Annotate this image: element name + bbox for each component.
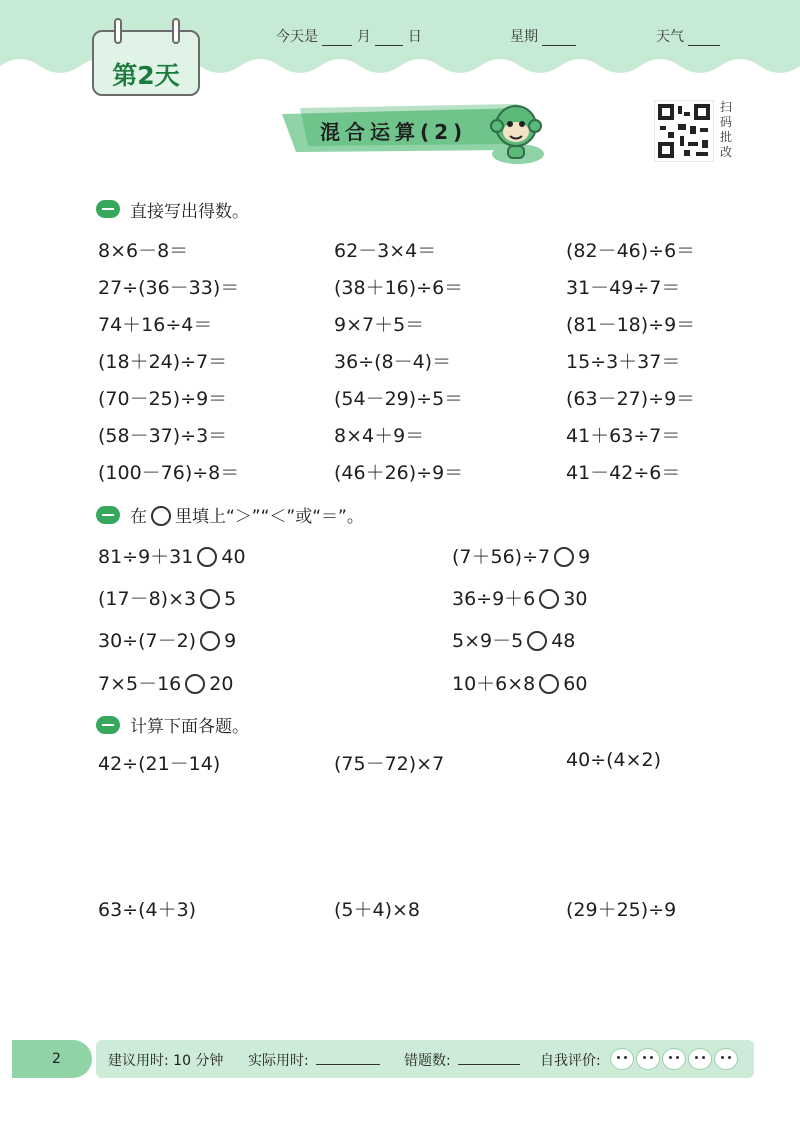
section-2-title — [130, 502, 364, 527]
expression: 41＋63÷7＝ — [566, 425, 681, 447]
compare-item — [452, 626, 575, 653]
compare-right: 40 — [221, 546, 246, 568]
expression: (54－29)÷5＝ — [334, 388, 464, 410]
compare-left: 81÷9＋31 — [98, 546, 194, 568]
compare-left: 7×5－16 — [98, 673, 182, 695]
answer-circle[interactable] — [539, 674, 559, 694]
compare-left: 5×9－5 — [452, 630, 524, 652]
section-number-badge — [96, 200, 120, 218]
expression: 15÷3＋37＝ — [566, 351, 681, 373]
weekday-field — [510, 26, 576, 46]
weather-field — [656, 26, 720, 46]
section-number-badge — [96, 506, 120, 524]
qr-code-icon[interactable] — [654, 100, 714, 162]
compare-right: 9 — [578, 546, 591, 568]
scan-char: 批 — [719, 130, 732, 144]
expression: (18＋24)÷7＝ — [98, 351, 228, 373]
scan-caption — [716, 100, 736, 160]
expression: 36÷(8－4)＝ — [334, 351, 452, 373]
expression: (38＋16)÷6＝ — [334, 277, 464, 299]
compare-item — [452, 584, 587, 611]
compare-item — [452, 669, 587, 696]
calc-problem: (75－72)×7 — [334, 753, 445, 775]
compare-right: 20 — [209, 673, 234, 695]
day-blank[interactable] — [375, 31, 403, 46]
errors-blank[interactable] — [458, 1064, 520, 1065]
expression: 74＋16÷4＝ — [98, 314, 213, 336]
calendar-ring-icon — [114, 18, 122, 44]
compare-left: (7＋56)÷7 — [452, 546, 551, 568]
today-prefix: 今天是 — [276, 29, 318, 45]
weather-blank[interactable] — [688, 31, 720, 46]
errors-label: 错题数: — [404, 1053, 451, 1069]
compare-item — [98, 669, 233, 696]
scan-char: 码 — [719, 115, 732, 129]
expression: 41－42÷6＝ — [566, 462, 681, 484]
expression: (63－27)÷9＝ — [566, 388, 696, 410]
suggested-time: 建议用时: 10 分钟 — [108, 1053, 224, 1069]
compare-item — [98, 542, 246, 569]
answer-circle[interactable] — [554, 547, 574, 567]
smiley-face-icon[interactable] — [610, 1048, 634, 1070]
expression: (46＋26)÷9＝ — [334, 462, 464, 484]
smiley-face-icon[interactable] — [714, 1048, 738, 1070]
answer-circle[interactable] — [185, 674, 205, 694]
blank-circle-icon — [151, 506, 171, 526]
calc-problem: 63÷(4＋3) — [98, 899, 197, 921]
calc-problem: 42÷(21－14) — [98, 753, 221, 775]
compare-right: 30 — [563, 588, 588, 610]
calc-problem: (29＋25)÷9 — [566, 899, 677, 921]
answer-circle[interactable] — [200, 631, 220, 651]
answer-circle[interactable] — [539, 589, 559, 609]
compare-item — [98, 584, 236, 611]
section-3-title: 计算下面各题。 — [130, 717, 249, 737]
page-title: 混合运算(2) — [320, 120, 468, 144]
actual-time-blank[interactable] — [316, 1064, 380, 1065]
scan-char: 改 — [719, 145, 732, 159]
compare-left: 30÷(7－2) — [98, 630, 197, 652]
compare-right: 48 — [551, 630, 576, 652]
month-blank[interactable] — [322, 31, 352, 46]
expression: (81－18)÷9＝ — [566, 314, 696, 336]
compare-left: (17－8)×3 — [98, 588, 197, 610]
expression: 62－3×4＝ — [334, 240, 437, 262]
expression: 8×6－8＝ — [98, 240, 189, 262]
compare-right: 9 — [224, 630, 237, 652]
expression: 9×7＋5＝ — [334, 314, 425, 336]
compare-right: 60 — [563, 673, 588, 695]
compare-left: 10＋6×8 — [452, 673, 536, 695]
weekday-blank[interactable] — [542, 31, 576, 46]
smiley-face-icon[interactable] — [688, 1048, 712, 1070]
weather-label: 天气 — [656, 29, 684, 45]
self-eval-label: 自我评价: — [540, 1053, 601, 1069]
calc-problem: 40÷(4×2) — [566, 749, 662, 771]
compare-left: 36÷9＋6 — [452, 588, 536, 610]
month-label: 月 — [356, 29, 371, 45]
expression: 31－49÷7＝ — [566, 277, 681, 299]
section-number-badge — [96, 716, 120, 734]
calendar-ring-icon — [172, 18, 180, 44]
day-label-text: 日 — [407, 29, 422, 45]
expression: (70－25)÷9＝ — [98, 388, 228, 410]
answer-circle[interactable] — [197, 547, 217, 567]
compare-right: 5 — [224, 588, 237, 610]
answer-circle[interactable] — [527, 631, 547, 651]
day-badge — [92, 30, 200, 96]
page-number: 2 — [52, 1051, 61, 1067]
scan-char: 扫 — [719, 100, 732, 114]
smiley-face-icon[interactable] — [662, 1048, 686, 1070]
answer-circle[interactable] — [200, 589, 220, 609]
calc-problem: (5＋4)×8 — [334, 899, 421, 921]
day-label: 第2天 — [112, 61, 180, 90]
expression: 8×4＋9＝ — [334, 425, 425, 447]
compare-item — [98, 626, 236, 653]
weekday-label: 星期 — [510, 29, 538, 45]
actual-time-label: 实际用时: — [248, 1053, 309, 1069]
expression: (82－46)÷6＝ — [566, 240, 696, 262]
expression: (58－37)÷3＝ — [98, 425, 228, 447]
title-part: 在 — [130, 507, 147, 527]
compare-item — [452, 542, 590, 569]
expression: (100－76)÷8＝ — [98, 462, 240, 484]
expression: 27÷(36－33)＝ — [98, 277, 240, 299]
title-part: 里填上“＞”“＜”或“＝”。 — [175, 507, 364, 527]
date-field — [276, 26, 422, 46]
smiley-face-icon[interactable] — [636, 1048, 660, 1070]
section-1-title: 直接写出得数。 — [130, 202, 249, 222]
monkey-mascot-icon — [486, 96, 548, 168]
